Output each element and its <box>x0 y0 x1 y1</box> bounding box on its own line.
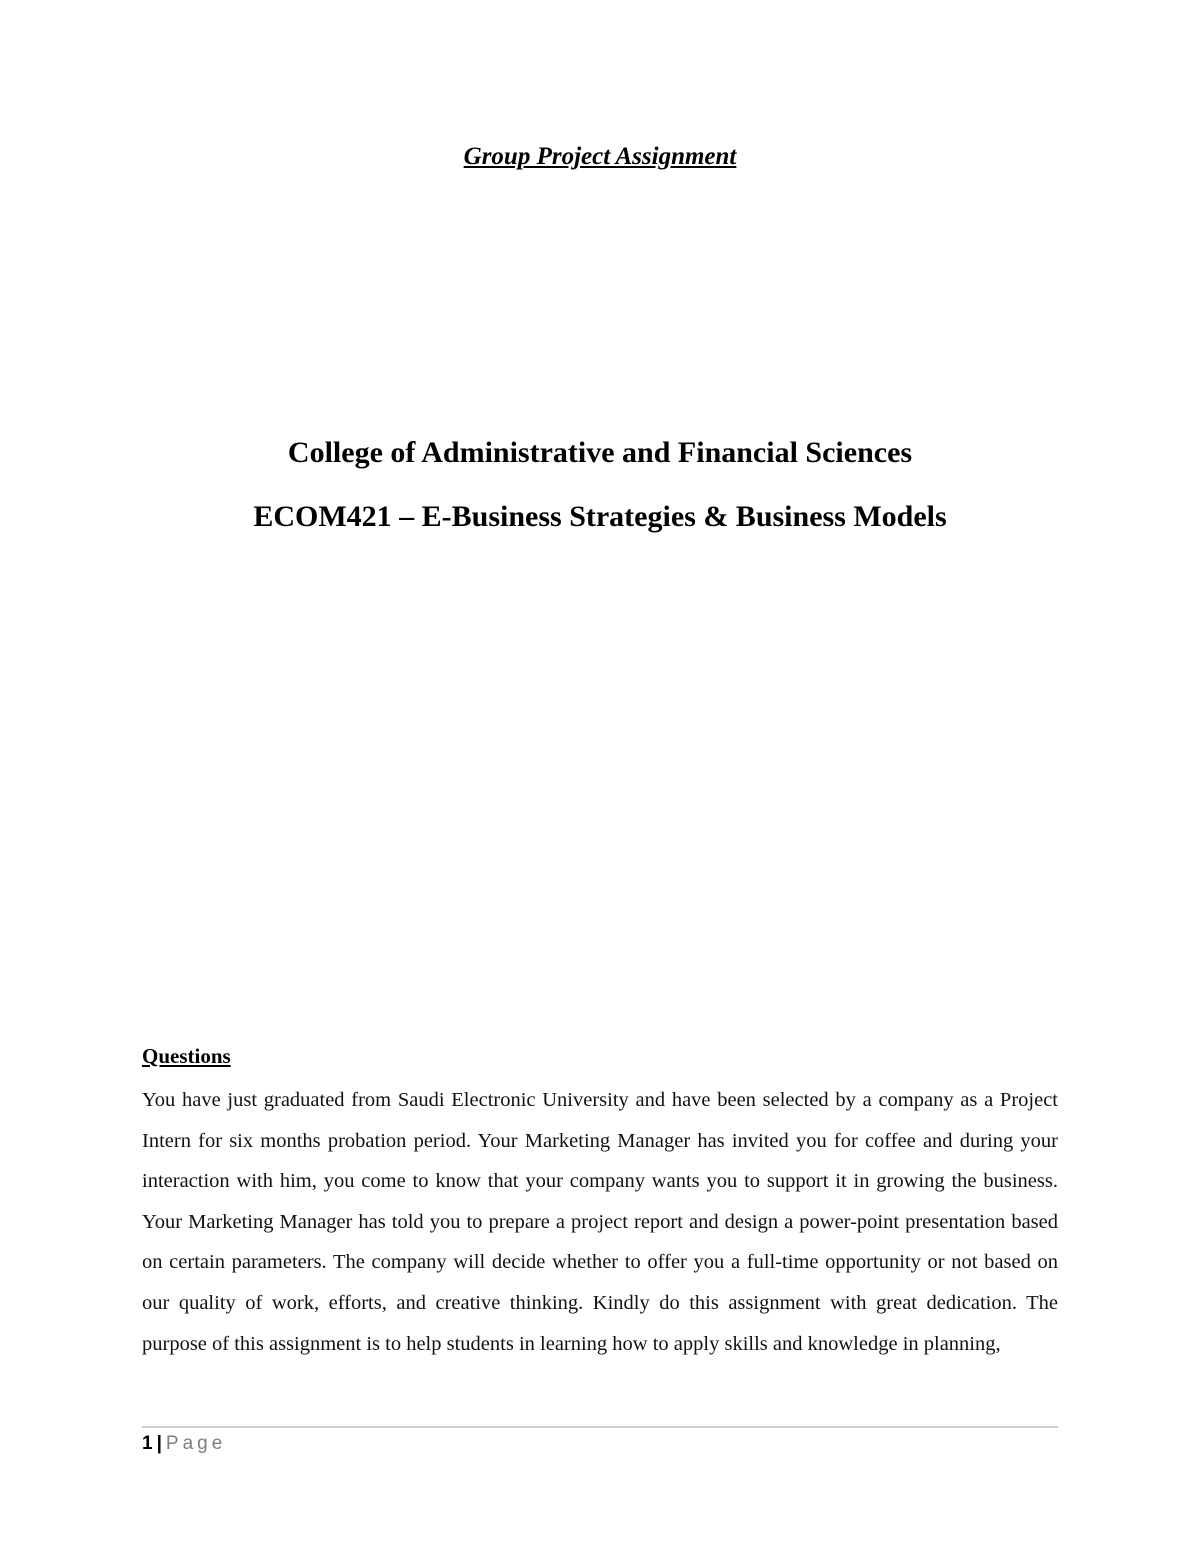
footer-divider <box>142 1426 1058 1428</box>
course-title: ECOM421 – E-Business Strategies & Business Models <box>253 500 947 533</box>
college-name: College of Administrative and Financial Sciences <box>287 436 913 469</box>
page-footer <box>142 1433 226 1455</box>
page-number: 1 <box>142 1433 153 1454</box>
page-label: Page <box>165 1433 227 1454</box>
page-separator: | <box>156 1433 162 1454</box>
document-title: Group Project Assignment <box>463 143 737 170</box>
section-heading-questions: Questions <box>142 1044 231 1068</box>
body-paragraph: You have just graduated from Saudi Electronic University and have been selected by a company as a Project Intern for six months probation period. Your Marketing Manager has invited you for coffee and during your interaction with him, you come to know that your company wants you to support it in growing the business. Your Marketing Manager has told you to prepare a project report and design a power-point presentation based on certain parameters. The company will decide whether to offer you a full-time opportunity or not based on our quality of work, efforts, and creative thinking. Kindly do this assignment with great dedication. The purpose of this assignment is to help students in learning how to apply skills and knowledge in planning, <box>142 1089 1058 1355</box>
